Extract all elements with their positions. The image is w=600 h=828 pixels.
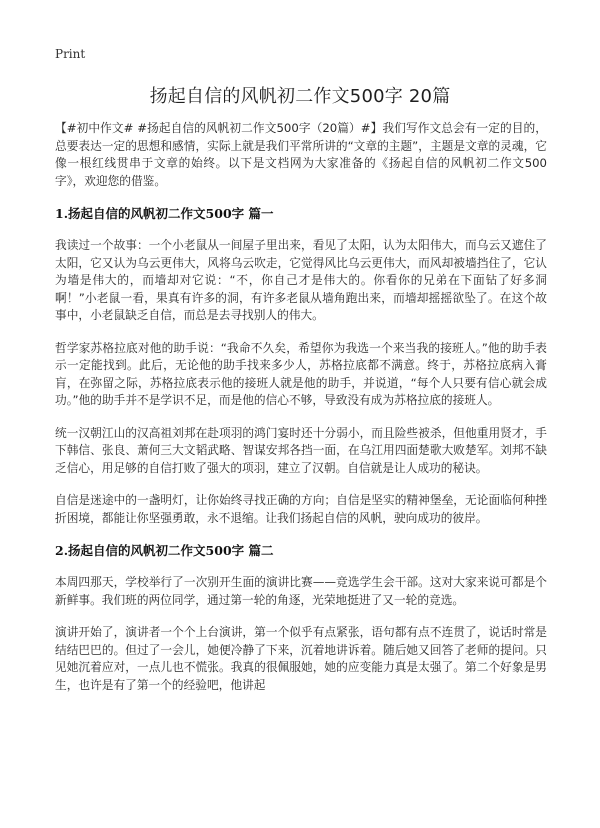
page-title: 扬起自信的风帆初二作文500字 20篇 <box>149 86 451 107</box>
section-2-paragraph-2: 演讲开始了，演讲者一个个上台演讲，第一个似乎有点紧张，语句都有点不连贯了，说话时常是结结巴巴的。但过了一会儿，她便冷静了下来，沉着地讲诉着。随后她又回答了老师的提问。只见她沉着应对，一点儿也不慌张。我真的很佩服她，她的应变能力真是太强了。第二个好象是男生，也许是有了第一个的经验吧，他讲起 <box>55 625 547 692</box>
section-2-paragraph-1: 本周四那天，学校举行了一次别开生面的演讲比赛——竞选学生会干部。这对大家来说可都是个新鲜事。我们班的两位同学，通过第一轮的角逐，光荣地挺进了又一轮的竞选。 <box>55 575 547 607</box>
section-heading-1: 1.扬起自信的风帆初二作文500字 篇一 <box>55 206 274 221</box>
section-1-paragraph-1: 我读过一个故事：一个小老鼠从一间屋子里出来，看见了太阳，认为太阳伟大，而乌云又遮住了太阳，它又认为乌云更伟大，风将乌云吹走，它觉得风比乌云更伟大，而风却被墙挡住了，它认为墙是伟大的，而墙却对它说：“不，你自己才是伟大的。你看你的兄弟在下面钻了好多洞啊！”小老鼠一看，果真有许多的洞，有许多老鼠从墙角跑出来，而墙却摇摇欲坠了。在这个故事中，小老鼠缺乏自信，而总是去寻找别人的伟大。 <box>55 238 547 322</box>
print-label: Print <box>55 47 86 61</box>
section-1-paragraph-4: 自信是迷途中的一盏明灯，让你始终寻找正确的方向；自信是坚实的精神堡垒，无论面临何种挫折困境，都能让你坚强勇敢，永不退缩。让我们扬起自信的风帆，驶向成功的彼岸。 <box>55 493 547 525</box>
intro-paragraph: 【#初中作文# #扬起自信的风帆初二作文500字（20篇）#】我们写作文总会有一定的目的，总要表达一定的思想和感情，实际上就是我们平常所讲的“文章的主题”，主题是文章的灵魂，它像一根红线贯串于文章的始终。以下是文档网为大家准备的《扬起自信的风帆初二作文500字》，欢迎您的借鉴。 <box>55 121 547 188</box>
section-1-paragraph-3: 统一汉朝江山的汉高祖刘邦在赴项羽的鸿门宴时还十分弱小，而且险些被杀，但他重用贤才，手下韩信、张良、萧何三大文韬武略、智谋安邦各挡一面，在乌江用四面楚歌大败楚军。刘邦不缺乏信心，用足够的自信打败了强大的项羽，建立了汉朝。自信就是让人成功的秘诀。 <box>55 425 547 475</box>
section-1-paragraph-2: 哲学家苏格拉底对他的助手说：“我命不久矣，希望你为我选一个来当我的接班人。”他的助手表示一定能找到。此后，无论他的助手找来多少人，苏格拉底都不满意。终于，苏格拉底病入膏肓，在弥留之际，苏格拉底表示他的接班人就是他的助手，并说道，“每个人只要有信心就会成功。”他的助手并不是学识不足，而是他的信心不够，导致没有成为苏格拉底的接班人。 <box>55 340 547 407</box>
article-body <box>55 120 547 709</box>
section-heading-2: 2.扬起自信的风帆初二作文500字 篇二 <box>55 543 274 558</box>
